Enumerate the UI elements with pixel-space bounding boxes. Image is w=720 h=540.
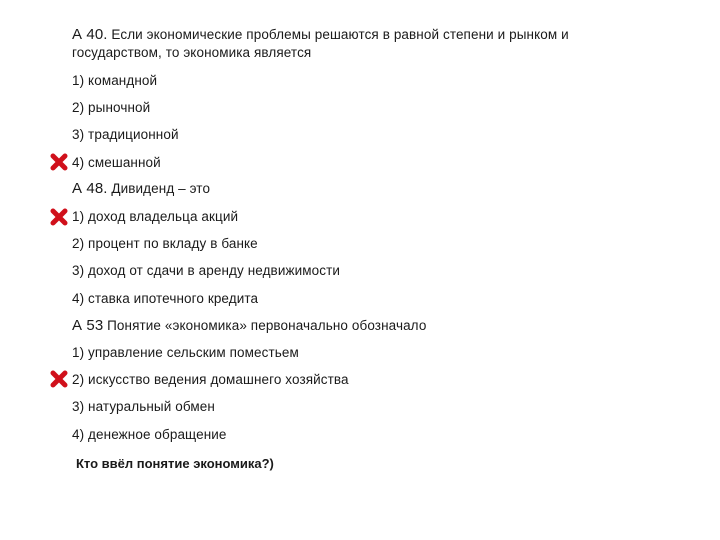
question-40-option-3: 3) традиционной [72,127,179,142]
question-40 [72,26,632,62]
question-53-option-2: 2) искусство ведения домашнего хозяйства [72,372,349,387]
question-53 [72,317,426,335]
question-48-option-3: 3) доход от сдачи в аренду недвижимости [72,263,341,278]
question-53-option-3: 3) натуральный обмен [72,399,215,414]
question-48-text: Дивиденд – это [111,181,211,196]
footer-question: Кто ввёл понятие экономика?) [76,456,274,471]
red-cross-icon [50,370,68,388]
red-cross-icon [50,208,68,226]
question-40-option-4: 4) смешанной [72,155,161,170]
question-40-text: Если экономические проблемы решаются в равной степени и рынком и государством, то экономика является [72,27,569,60]
question-53-option-4: 4) денежное обращение [72,427,227,442]
question-40-option-2: 2) рыночной [72,100,151,115]
question-53-text: Понятие «экономика» первоначально обозначало [107,318,427,333]
question-48-option-2: 2) процент по вкладу в банке [72,236,258,251]
red-cross-icon [50,153,68,171]
question-48-label: А 48. [72,180,108,197]
question-48 [72,180,210,198]
question-53-option-1: 1) управление сельским поместьем [72,345,299,360]
question-48-option-1: 1) доход владельца акций [72,209,239,224]
question-40-option-1: 1) командной [72,73,158,88]
question-40-label: А 40. [72,26,108,43]
question-48-option-4: 4) ставка ипотечного кредита [72,291,259,306]
question-53-label: А 53 [72,317,104,334]
